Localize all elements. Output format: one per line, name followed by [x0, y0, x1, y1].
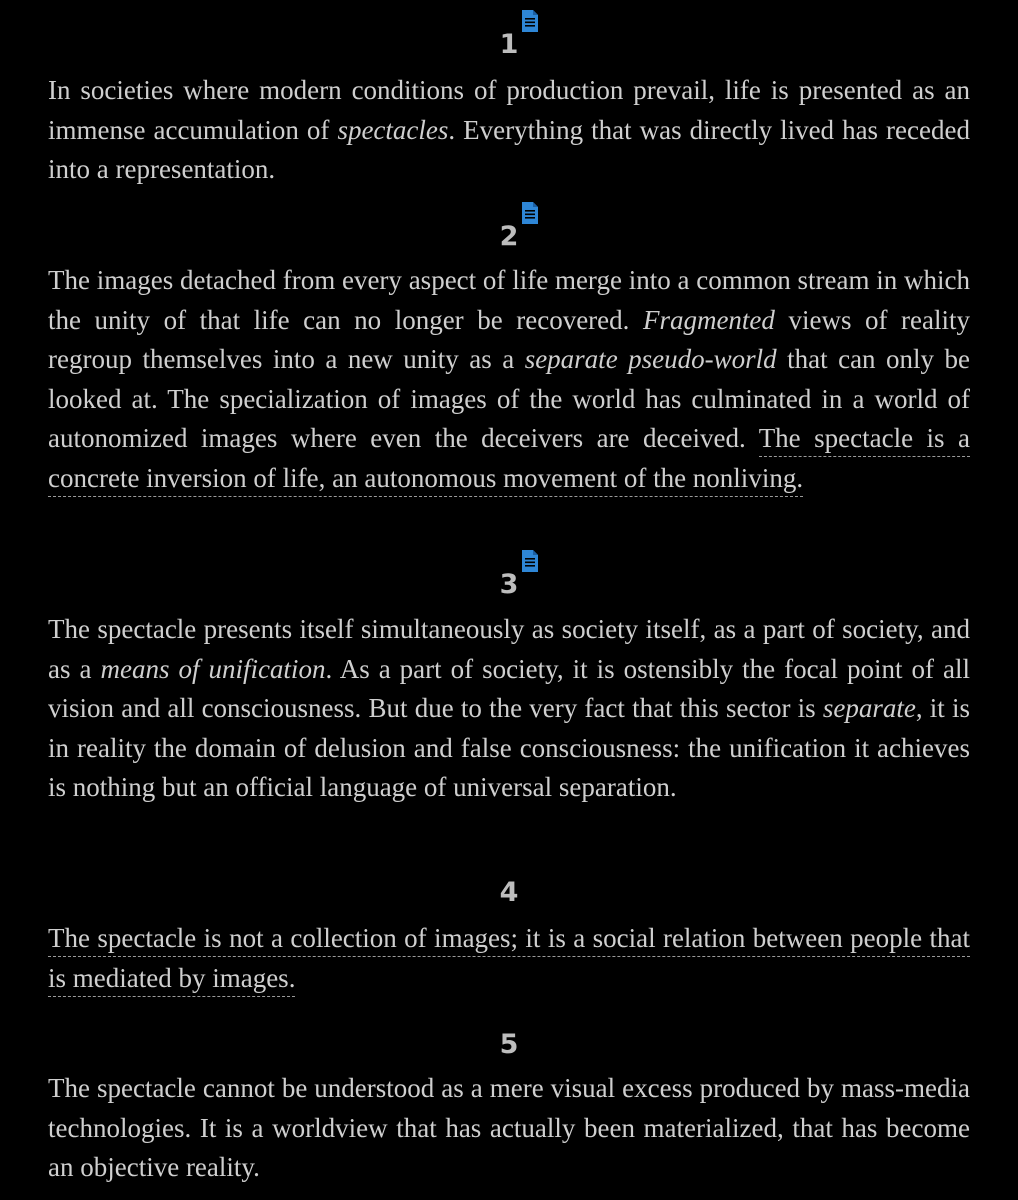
text-span: views of reality regroup themselves into a new unity as a — [48, 304, 970, 374]
highlighted-passage[interactable]: The spectacle is not a collection of images; it is a social relation between people that is mediated by images. — [48, 923, 970, 997]
emphasis-span: spectacles — [337, 114, 449, 145]
thesis-number-3: 3 — [499, 569, 519, 600]
thesis-paragraph-5 — [48, 1069, 970, 1188]
thesis-paragraph-2 — [48, 261, 970, 498]
text-span: . As a part of society, it is ostensibly the focal point of all vision and all consciousness. But due to the very fact that this sector is — [48, 653, 971, 723]
text-span: , it is in reality the domain of delusion and false consciousness: the unification it achieves is nothing but an official language of universal separation. — [48, 693, 970, 802]
text-span: that can only be looked at. The specialization of images of the world has culminated in a world of autonomized images where even the deceivers are deceived. — [48, 344, 970, 453]
highlighted-passage[interactable]: The spectacle is a concrete inversion of life, an autonomous movement of the nonliving. — [48, 423, 970, 497]
thesis-number-5: 5 — [499, 1029, 519, 1060]
thesis-paragraph-4 — [48, 919, 970, 998]
text-span: . Everything that was directly lived has receded into a representation. — [48, 114, 970, 184]
emphasis-span: separate — [822, 693, 916, 723]
note-icon[interactable] — [522, 550, 538, 572]
note-icon[interactable] — [522, 10, 538, 32]
emphasis-span: separate pseudo-world — [524, 344, 777, 374]
thesis-number-1: 1 — [499, 29, 519, 60]
text-span: In societies where modern conditions of production prevail, life is presented as an immense accumulation of — [48, 75, 970, 145]
emphasis-span: means of unification — [100, 653, 326, 684]
thesis-number-2: 2 — [499, 221, 519, 252]
thesis-paragraph-1 — [48, 71, 970, 190]
text-span: The spectacle presents itself simultaneously as society itself, as a part of society, and as a — [48, 614, 970, 684]
note-icon[interactable] — [522, 202, 538, 224]
thesis-number-4: 4 — [499, 877, 519, 908]
thesis-paragraph-3 — [48, 610, 970, 808]
emphasis-span: Fragmented — [642, 304, 775, 335]
text-span: The spectacle cannot be understood as a mere visual excess produced by mass-media technologies. It is a worldview that has actually been materialized, that has become an objective reality. — [48, 1073, 970, 1182]
text-span: The images detached from every aspect of life merge into a common stream in which the unity of that life can no longer be recovered. — [48, 265, 970, 335]
